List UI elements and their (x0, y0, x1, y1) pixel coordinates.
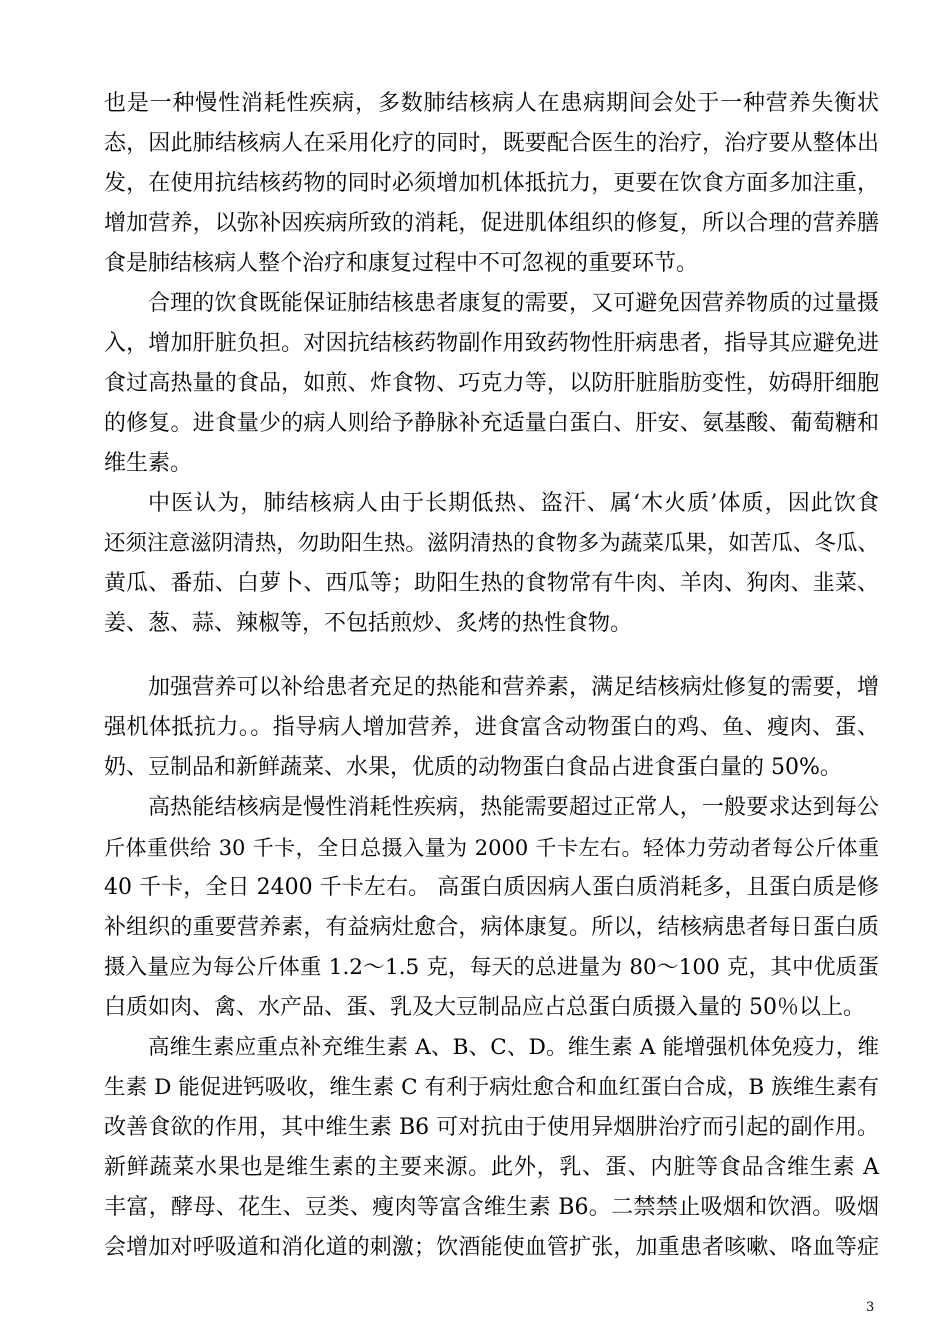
paragraph-2-line-4: 的修复。进食量少的病人则给予静脉补充适量白蛋白、肝安、氨基酸、葡萄糖和 (104, 411, 879, 436)
paragraph-2-line-3: 食过高热量的食品，如煎、炸食物、巧克力等，以防肝脏脂肪变性，妨碍肝细胞 (104, 371, 879, 396)
paragraph-5-line-2: 斤体重供给 30 千卡，全日总摄入量为 2000 千卡左右。轻体力劳动者每公斤体重 (104, 836, 879, 860)
paragraph-1-line-3: 发，在使用抗结核药物的同时必须增加机体抵抗力，更要在饮食方面多加注重， (104, 171, 879, 196)
paragraph-6-line-6: 会增加对呼吸道和消化道的刺激；饮酒能使血管扩张，加重患者咳嗽、咯血等症 (104, 1235, 879, 1260)
paragraph-3-line-4: 姜、葱、蒜、辣椒等，不包括煎炒、炙烤的热性食物。 (104, 611, 633, 636)
paragraph-2-line-5: 维生素。 (104, 451, 193, 476)
paragraph-6-line-4: 新鲜蔬菜水果也是维生素的主要来源。此外，乳、蛋、内脏等食品含维生素 A (104, 1155, 879, 1180)
paragraph-3-line-2: 还须注意滋阴清热，勿助阳生热。滋阴清热的食物多为蔬菜瓜果，如苦瓜、冬瓜、 (104, 531, 879, 556)
paragraph-1-line-1: 也是一种慢性消耗性疾病，多数肺结核病人在患病期间会处于一种营养失衡状 (104, 91, 879, 116)
paragraph-5-line-6: 白质如肉、禽、水产品、蛋、乳及大豆制品应占总蛋白质摄入量的 50％以上。 (104, 995, 865, 1020)
paragraph-5-line-1: 高热能结核病是慢性消耗性疾病，热能需要超过正常人，一般要求达到每公 (148, 795, 879, 820)
paragraph-6-line-1: 高维生素应重点补充维生素 A、B、C、D。维生素 A 能增强机体免疫力，维 (148, 1035, 879, 1060)
paragraph-1-line-2: 态，因此肺结核病人在采用化疗的同时，既要配合医生的治疗，治疗要从整体出 (104, 131, 879, 156)
paragraph-4-line-2: 强机体抵抗力。。指导病人增加营养，进食富含动物蛋白的鸡、鱼、瘦肉、蛋、 (104, 715, 879, 740)
page-number: 3 (866, 1300, 875, 1315)
paragraph-2-line-1: 合理的饮食既能保证肺结核患者康复的需要，又可避免因营养物质的过量摄 (148, 291, 879, 316)
paragraph-3-line-3: 黄瓜、番茄、白萝卜、西瓜等；助阳生热的食物常有牛肉、羊肉、狗肉、韭菜、 (104, 571, 879, 596)
paragraph-4-line-3: 奶、豆制品和新鲜蔬菜、水果，优质的动物蛋白食品占进食蛋白量的 50%。 (104, 755, 842, 780)
paragraph-5-line-4: 补组织的重要营养素，有益病灶愈合，病体康复。所以，结核病患者每日蛋白质 (104, 915, 879, 940)
paragraph-6-line-2: 生素 D 能促进钙吸收，维生素 C 有利于病灶愈合和血红蛋白合成，B 族维生素有 (104, 1075, 879, 1100)
paragraph-6-line-3: 改善食欲的作用，其中维生素 B6 可对抗由于使用异烟肼治疗而引起的副作用。 (104, 1115, 879, 1140)
paragraph-1-line-5: 食是肺结核病人整个治疗和康复过程中不可忽视的重要环节。 (104, 251, 699, 276)
paragraph-2-line-2: 入，增加肝脏负担。对因抗结核药物副作用致药物性肝病患者，指导其应避免进 (104, 331, 879, 356)
paragraph-6-line-5: 丰富，酵母、花生、豆类、瘦肉等富含维生素 B6。二禁禁止吸烟和饮酒。吸烟 (104, 1195, 879, 1220)
paragraph-5-line-3: 40 千卡，全日 2400 千卡左右。 高蛋白质因病人蛋白质消耗多，且蛋白质是修 (104, 875, 879, 900)
paragraph-5-line-5: 摄入量应为每公斤体重 1.2～1.5 克，每天的总进量为 80～100 克，其中优质蛋 (104, 955, 879, 980)
paragraph-3-line-1: 中医认为，肺结核病人由于长期低热、盗汗、属‘木火质’体质，因此饮食 (148, 491, 879, 516)
paragraph-1-line-4: 增加营养，以弥补因疾病所致的消耗，促进肌体组织的修复，所以合理的营养膳 (104, 211, 879, 236)
paragraph-4-line-1: 加强营养可以补给患者充足的热能和营养素，满足结核病灶修复的需要，增 (148, 675, 879, 700)
